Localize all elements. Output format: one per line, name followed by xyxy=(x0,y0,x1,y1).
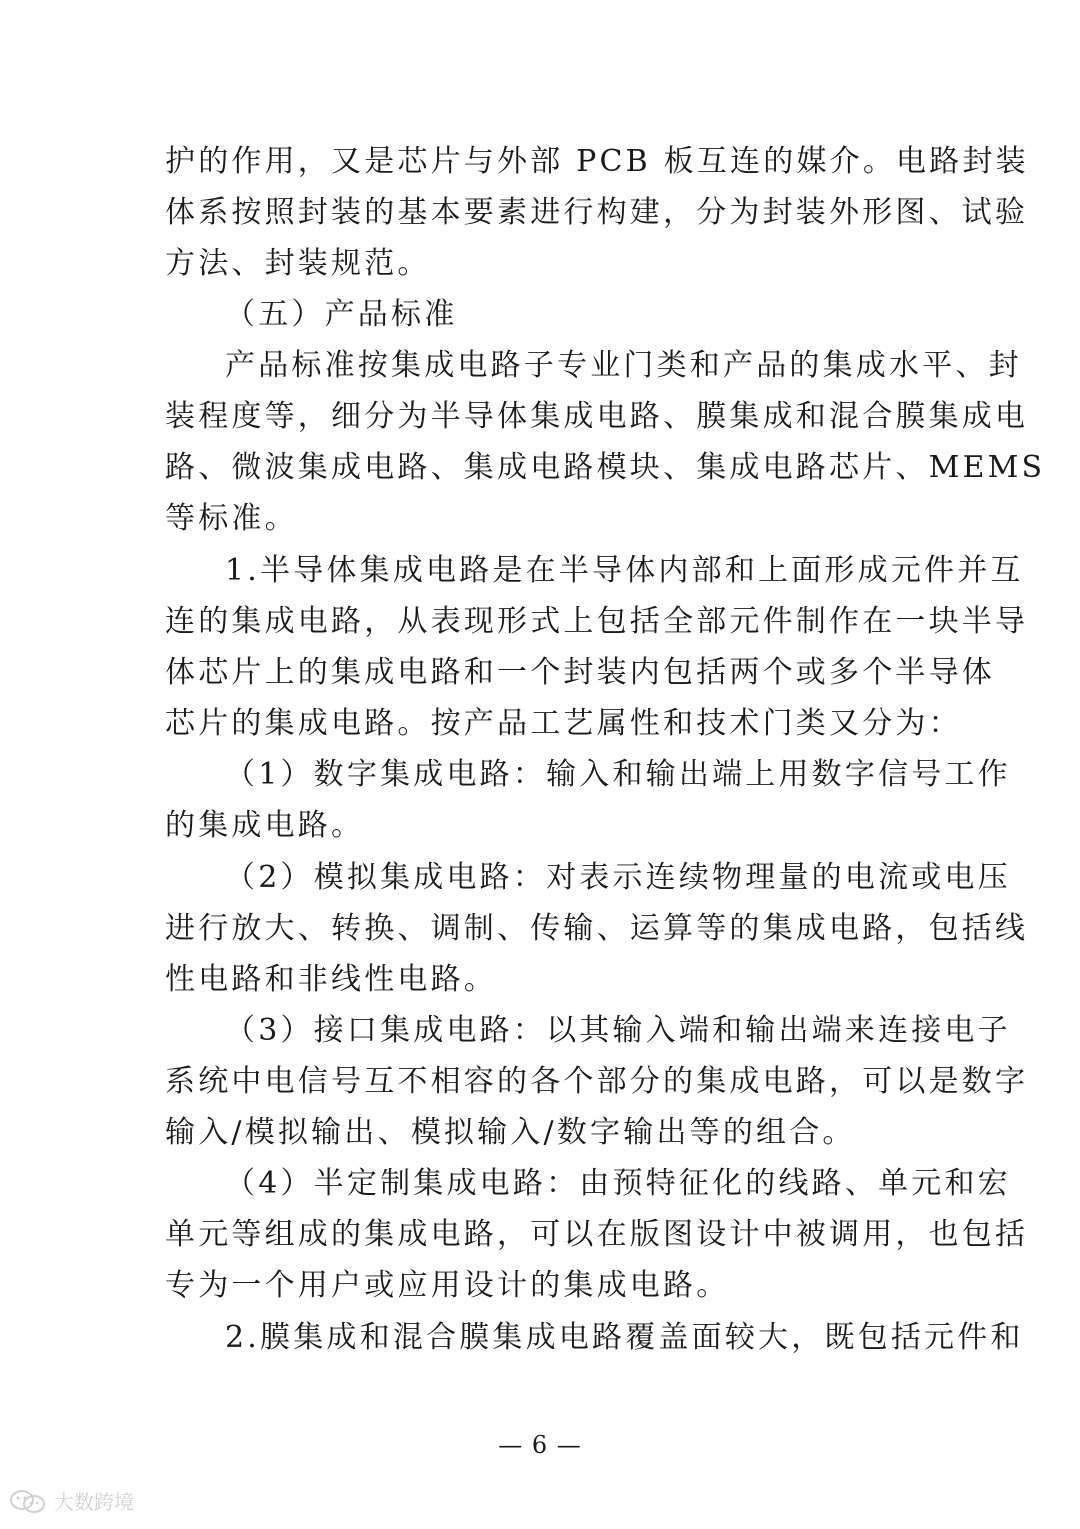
list-item-line: （4）半定制集成电路：由预特征化的线路、单元和宏 xyxy=(225,1166,1011,1201)
paragraph-line: 装程度等，细分为半导体集成电路、膜集成和混合膜集成电 xyxy=(165,399,1029,434)
paragraph-line: 产品标准按集成电路子专业门类和产品的集成水平、封 xyxy=(225,348,1022,383)
paragraph-line: 体系按照封装的基本要素进行构建，分为封装外形图、试验 xyxy=(165,195,1029,230)
paragraph-line: 体芯片上的集成电路和一个封装内包括两个或多个半导体 xyxy=(165,655,995,690)
paragraph-line: 芯片的集成电路。按产品工艺属性和技术门类又分为： xyxy=(165,706,962,741)
list-item-line: 专为一个用户或应用设计的集成电路。 xyxy=(165,1268,730,1303)
list-item-line: （1）数字集成电路：输入和输出端上用数字信号工作 xyxy=(225,757,1011,792)
list-item-line: 的集成电路。 xyxy=(165,808,365,843)
wechat-logo-icon xyxy=(8,1489,48,1515)
watermark xyxy=(8,1488,134,1516)
paragraph-line: 路、微波集成电路、集成电路模块、集成电路芯片、MEMS xyxy=(165,450,1046,485)
paragraph-line: 等标准。 xyxy=(165,501,298,536)
paragraph-line: 连的集成电路，从表现形式上包括全部元件制作在一块半导 xyxy=(165,604,1029,639)
paragraph-line: 方法、封装规范。 xyxy=(165,246,431,281)
paragraph-line: 2.膜集成和混合膜集成电路覆盖面较大，既包括元件和 xyxy=(225,1320,1024,1355)
watermark-text: 大数跨境 xyxy=(54,1490,134,1514)
list-item-line: 系统中电信号互不相容的各个部分的集成电路，可以是数字 xyxy=(165,1064,1029,1099)
list-item-line: （3）接口集成电路：以其输入端和输出端来连接电子 xyxy=(225,1013,1011,1048)
list-item-line: 输入/模拟输出、模拟输入/数字输出等的组合。 xyxy=(165,1115,856,1150)
list-item-line: 进行放大、转换、调制、传输、运算等的集成电路，包括线 xyxy=(165,911,1029,946)
list-item-line: （2）模拟集成电路：对表示连续物理量的电流或电压 xyxy=(225,860,1011,895)
section-heading: （五）产品标准 xyxy=(225,297,458,332)
page-number: — 6 — xyxy=(498,1431,582,1459)
paragraph-line: 护的作用，又是芯片与外部 PCB 板互连的媒介。电路封装 xyxy=(165,144,1029,179)
list-item-line: 性电路和非线性电路。 xyxy=(165,962,497,997)
paragraph-line: 1.半导体集成电路是在半导体内部和上面形成元件并互 xyxy=(225,553,1024,588)
list-item-line: 单元等组成的集成电路，可以在版图设计中被调用，也包括 xyxy=(165,1217,1029,1252)
